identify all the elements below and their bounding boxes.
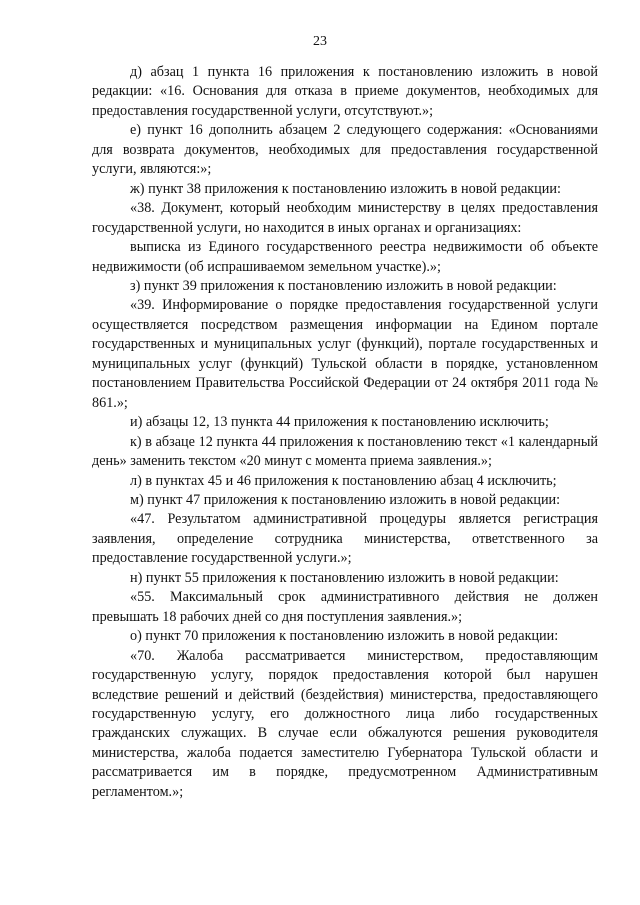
paragraph-l: л) в пунктах 45 и 46 приложения к постановлению абзац 4 исключить; <box>130 472 557 489</box>
paragraph-n: н) пункт 55 приложения к постановлению изложить в новой редакции: <box>130 569 559 586</box>
paragraph-item-70: «70. Жалоба рассматривается министерством, предоставляющим государственную услугу, порядок предоставления которой был нарушен вследствие решений и действий (бездействия) министерства, предоставляющего государственную услугу, его должностного лица либо государственных гражданских служащих. В случае если обжалуются решения руководителя министерства, жалоба подается заместителю Губернатора Тульской области и рассматривается им в порядке, предусмотренном Административным регламентом.»; <box>92 647 598 800</box>
document-body <box>92 63 598 802</box>
paragraph-e: е) пункт 16 дополнить абзацем 2 следующего содержания: «Основаниями для возврата документов, необходимых для предоставления государственной услуги, являются:»; <box>92 122 598 178</box>
paragraph-z: з) пункт 39 приложения к постановлению изложить в новой редакции: <box>130 277 557 294</box>
paragraph-egrn-extract: выписка из Единого государственного реестра недвижимости об объекте недвижимости (об испрашиваемом земельном участке).»; <box>92 239 598 275</box>
paragraph-item-55: «55. Максимальный срок административного действия не должен превышать 18 рабочих дней со дня поступления заявления.»; <box>92 589 598 625</box>
paragraph-o: о) пункт 70 приложения к постановлению изложить в новой редакции: <box>130 628 559 645</box>
paragraph-k: к) в абзаце 12 пункта 44 приложения к постановлению текст «1 календарный день» заменить текстом «20 минут с момента приема заявления.»; <box>92 433 598 470</box>
paragraph-i: и) абзацы 12, 13 пункта 44 приложения к постановлению исключить; <box>130 414 549 431</box>
paragraph-item-39: «39. Информирование о порядке предоставления государственной услуги осуществляется посредством размещения информации на Едином портале государственных и муниципальных услуг (функций), портале государственных и муниципальных услуг (функций) Тульской области в порядке, установленном постановлением Правительства Российской Федерации от 24 октября 2011 года № 861.»; <box>92 297 598 411</box>
paragraph-item-38: «38. Документ, который необходим министерству в целях предоставления государственной услуги, но находится в иных органах и организациях: <box>92 200 598 236</box>
paragraph-item-47: «47. Результатом административной процедуры является регистрация заявления, определение сотрудника министерства, ответственного за предоставление государственной услуги.»; <box>92 511 598 567</box>
paragraph-d: д) абзац 1 пункта 16 приложения к постановлению изложить в новой редакции: «16. Основания для отказа в приеме документов, необходимых для предоставления государственной услуги, отсутствуют.»; <box>92 64 598 119</box>
paragraph-zh: ж) пункт 38 приложения к постановлению изложить в новой редакции: <box>130 180 561 197</box>
page-number: 23 <box>313 34 327 49</box>
paragraph-m: м) пункт 47 приложения к постановлению изложить в новой редакции: <box>130 491 561 508</box>
